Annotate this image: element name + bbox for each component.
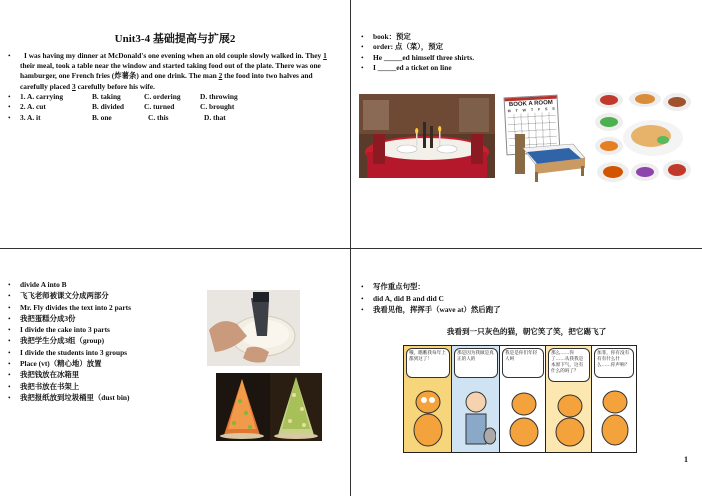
- slide-3-item: • divide A into B: [8, 279, 208, 290]
- cloze-paragraph: • I was having my dinner at McDonald's one evening when an old couple slowly walked in. They 1 their meal, took a table near the window and started taking food out of the plate. There was one hamburger, one French fries (炸薯条) and one drink. The man 2 the food into two halves and carefully placed 3 carefully before his wife.: [8, 51, 342, 92]
- slide-2-item: • I _____ed a ticket on line: [361, 63, 691, 73]
- food-dishes-image: [593, 90, 693, 186]
- slide-1: [0, 0, 350, 248]
- slide-3-item: • 我把蛋糕分成3份: [8, 313, 208, 324]
- slide-3-item: • 我把书放在书架上: [8, 381, 208, 392]
- slide-2: [351, 0, 702, 248]
- slide-2-item: • He _____ed himself three shirts.: [361, 53, 691, 63]
- comic-panel-4: 那么……你了……从我我是本原下气，这有什么的吗了？: [546, 346, 592, 452]
- question-2-options: • 2. A. cut B. divided C. turned C. brought: [8, 102, 342, 112]
- garfield-comic-strip: [403, 345, 637, 453]
- page-number: 1: [684, 455, 688, 464]
- slide-3-list: [8, 279, 208, 403]
- cake-cutting-image: [207, 290, 300, 366]
- slide-3-item: • I divide the students into 3 groups: [8, 347, 208, 358]
- slide-3-item: • Place (vt)（精心地）放置: [8, 358, 208, 369]
- book-a-room-image: [499, 94, 587, 184]
- slide-3-item: • 我把钱放在冰箱里: [8, 369, 208, 380]
- slide-1-title: Unit3-4 基础提高与扩展2: [114, 33, 236, 45]
- comic-panel-5: 加菲，你有没有有有什么什么……你声响？: [592, 346, 636, 452]
- restaurant-table-image: [359, 94, 495, 178]
- slide-2-item: • book：预定: [361, 32, 691, 42]
- question-3-options: • 3. A. it B. one C. this D. that: [8, 113, 342, 123]
- comic-panel-3: 我是是你们年轻人呵: [500, 346, 546, 452]
- slide-2-list: [361, 32, 691, 74]
- comic-panel-2: 那是因为我做是真正的人的: [452, 346, 500, 452]
- question-1-options: • 1. A. carrying B. taking C. ordering D. throwing: [8, 92, 342, 102]
- slide-3-item: • I divide the cake into 3 parts: [8, 324, 208, 335]
- slide-4-item: • 我看见他，挥挥手（wave at）然后跑了: [361, 304, 691, 316]
- slide-3-item: • 飞飞老师被课文分成两部分: [8, 290, 208, 301]
- slide-3-item: • Mr. Fly divides the text into 2 parts: [8, 302, 208, 313]
- calendar-icon: BOOK A ROOM M T W T F S S: [504, 95, 561, 156]
- slide-4-item: • did A, did B and did C: [361, 293, 691, 305]
- slide-1-list: [8, 51, 342, 123]
- slide-4: [351, 249, 702, 496]
- slide-2-item: • order: 点（菜），预定: [361, 42, 691, 52]
- slide-3: [0, 249, 350, 496]
- comic-panel-1: 哦，瞧瞧我每年上都到这了！: [404, 346, 452, 452]
- example-sentence: 我看到一只灰色的猫，朝它笑了笑，把它踢飞了: [446, 327, 607, 336]
- slide-4-list: [361, 281, 691, 316]
- slide-3-item: • 我把学生分成3组（group): [8, 335, 208, 346]
- slide-4-item: • 写作重点句型：: [361, 281, 691, 293]
- slide-3-item: • 我把报纸放到垃圾桶里（dust bin): [8, 392, 208, 403]
- dessert-towers-image: [216, 373, 322, 441]
